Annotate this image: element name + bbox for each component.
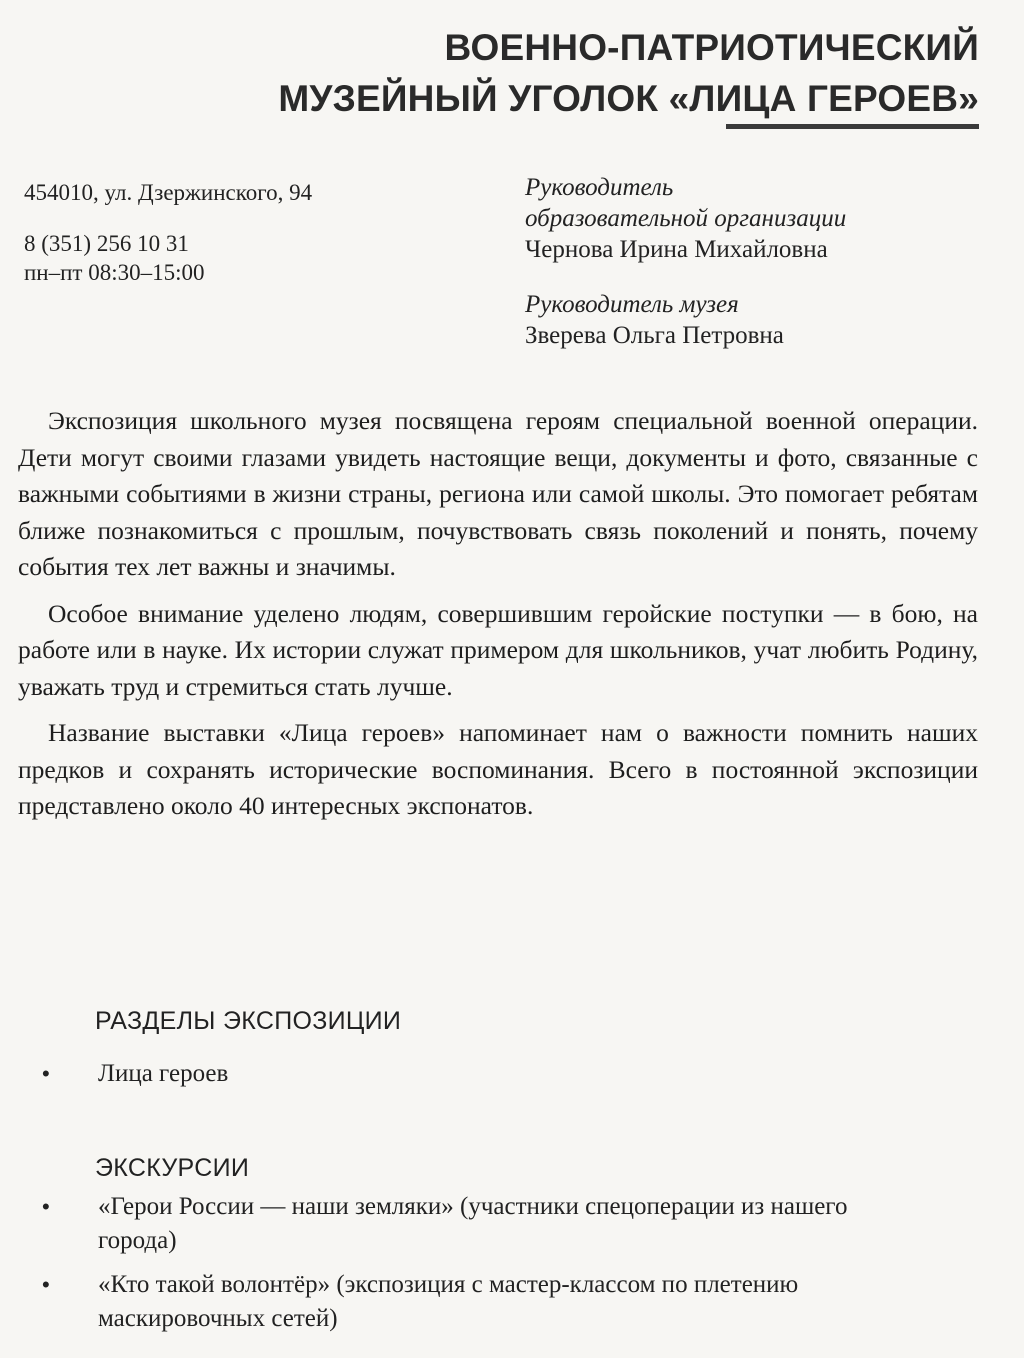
paragraph-2: Особое внимание уделено людям, совершившим геройские поступки — в бою, на работе или в науке. Их истории служат примером для школьников, учат любить Родину, уважать труд и стремиться стать лучше. bbox=[18, 598, 978, 701]
bullet-icon: • bbox=[42, 1194, 50, 1219]
page-title bbox=[278, 22, 979, 124]
bullet-icon: • bbox=[42, 1272, 50, 1297]
org-role-line-2: образовательной организации bbox=[525, 205, 847, 232]
phone: 8 (351) 256 10 31 bbox=[24, 231, 189, 256]
museum-head-name: Зверева Ольга Петровна bbox=[525, 322, 784, 349]
paragraph-1: Экспозиция школьного музея посвящена героям специальной военной операции. Дети могут своими глазами увидеть настоящие вещи, документы и фото, связанные с важными событиями в жизни страны, региона или самой школы. Это помогает ребятам ближе познакомиться с прошлым, почувствовать связь поколений и понять, почему события тех лет важны и значимы. bbox=[18, 406, 978, 581]
sections-heading: РАЗДЕЛЫ ЭКСПОЗИЦИИ bbox=[95, 1007, 402, 1035]
address: 454010, ул. Дзержинского, 94 bbox=[24, 180, 313, 205]
list-item-text: Лица героев bbox=[98, 1060, 229, 1087]
opening-hours: пн–пт 08:30–15:00 bbox=[24, 260, 205, 285]
staff-block bbox=[525, 172, 846, 351]
museum-role: Руководитель музея bbox=[525, 291, 739, 318]
list-item-text: «Кто такой волонтёр» (экспозиция с мастер-классом по плетению маскировочных сетей) bbox=[98, 1271, 799, 1332]
list-item bbox=[0, 1057, 960, 1091]
contacts-block bbox=[24, 178, 312, 287]
excursions-heading: ЭКСКУРСИИ bbox=[95, 1154, 250, 1182]
title-line-2: МУЗЕЙНЫЙ УГОЛОК «ЛИЦА ГЕРОЕВ» bbox=[278, 78, 979, 119]
bullet-icon: • bbox=[42, 1061, 50, 1086]
excursions-list bbox=[0, 1190, 960, 1346]
title-underline bbox=[726, 124, 979, 129]
list-item-text: «Герои России — наши земляки» (участники спецоперации из нашего города) bbox=[98, 1193, 848, 1254]
list-item bbox=[0, 1268, 968, 1336]
paragraph-3: Название выставки «Лица героев» напоминает нам о важности помнить наших предков и сохранять исторические воспоминания. Всего в постоянной экспозиции представлено около 40 интересных экспонатов. bbox=[18, 718, 978, 820]
org-role-line-1: Руководитель bbox=[525, 174, 674, 201]
description bbox=[18, 403, 978, 835]
title-line-1: ВОЕННО-ПАТРИОТИЧЕСКИЙ bbox=[444, 27, 979, 68]
list-item bbox=[0, 1190, 928, 1258]
sections-list bbox=[0, 1057, 960, 1101]
org-head-name: Чернова Ирина Михайловна bbox=[525, 236, 828, 263]
